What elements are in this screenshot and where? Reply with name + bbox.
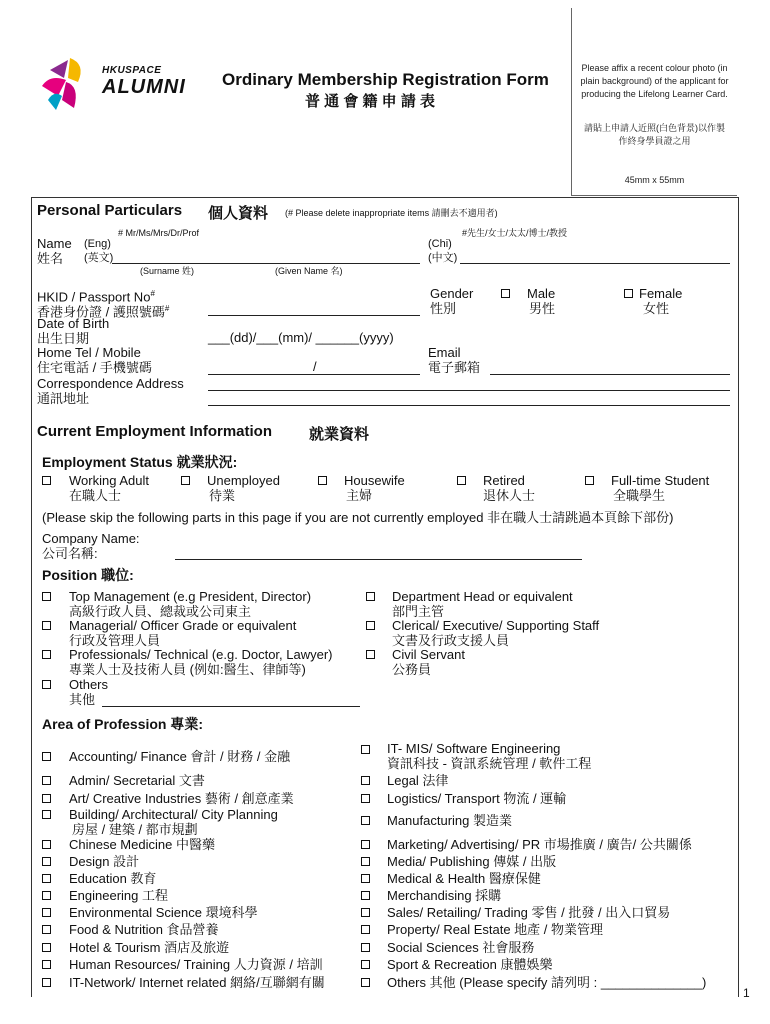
- profession-label: IT-Network/ Internet related 網絡/互聯網有關: [69, 975, 325, 990]
- address-label-zh: 通訊地址: [37, 391, 90, 406]
- position-label-zh: 其他: [69, 692, 96, 707]
- profession-checkbox[interactable]: [42, 925, 51, 934]
- male-label-zh: 男性: [529, 301, 556, 316]
- profession-label: Marketing/ Advertising/ PR 市場推廣 / 廣告/ 公共關係: [387, 837, 692, 852]
- status-label-zh: 在職人士: [69, 488, 122, 503]
- profession-label: Human Resources/ Training 人力資源 / 培訓: [69, 957, 323, 972]
- employment-heading: Current Employment Information: [37, 423, 273, 440]
- position-checkbox[interactable]: [42, 680, 51, 689]
- tel-field[interactable]: [208, 374, 420, 375]
- position-label-zh: 高級行政人員、總裁或公司東主: [69, 604, 252, 619]
- photo-box[interactable]: [571, 8, 737, 196]
- female-label: Female: [639, 286, 683, 301]
- photo-instruction-zh: 請貼上申請人近照(白色背景)以作製作終身學員證之用: [584, 123, 725, 146]
- position-label-zh: 行政及管理人員: [69, 633, 161, 648]
- status-label: Unemployed: [207, 473, 280, 488]
- name-chi-label-zh: (中文): [428, 252, 458, 264]
- profession-checkbox[interactable]: [42, 840, 51, 849]
- female-label-zh: 女性: [643, 301, 670, 316]
- hkid-field[interactable]: [208, 315, 420, 316]
- position-checkbox[interactable]: [366, 650, 375, 659]
- profession-label: IT- MIS/ Software Engineering: [387, 741, 561, 756]
- logo-bottom-text: ALUMNI: [102, 76, 186, 98]
- position-label: Top Management (e.g President, Director): [69, 589, 312, 604]
- status-checkbox[interactable]: [181, 476, 190, 485]
- position-label: Department Head or equivalent: [392, 589, 573, 604]
- profession-checkbox[interactable]: [42, 776, 51, 785]
- position-checkbox[interactable]: [366, 592, 375, 601]
- tel-separator: /: [313, 359, 317, 374]
- profession-label-zh: 資訊科技 - 資訊系統管理 / 軟件工程: [387, 756, 592, 771]
- tel-label: Home Tel / Mobile: [37, 345, 141, 360]
- dob-field[interactable]: ___(dd)/___(mm)/ ______(yyyy): [208, 330, 394, 345]
- position-others-field[interactable]: [102, 706, 360, 707]
- profession-checkbox[interactable]: [361, 960, 370, 969]
- profession-label: Merchandising 採購: [387, 888, 502, 903]
- position-label-zh: 公務員: [392, 662, 432, 677]
- name-chi-field[interactable]: [460, 263, 730, 264]
- profession-label: Art/ Creative Industries 藝術 / 創意產業: [69, 791, 294, 806]
- status-label: Housewife: [344, 473, 405, 488]
- company-label: Company Name:: [42, 531, 140, 546]
- profession-checkbox[interactable]: [42, 794, 51, 803]
- profession-label: Property/ Real Estate 地產 / 物業管理: [387, 922, 604, 937]
- status-checkbox[interactable]: [585, 476, 594, 485]
- position-label: Civil Servant: [392, 647, 465, 662]
- profession-label: Building/ Architectural/ City Planning: [69, 807, 278, 822]
- profession-checkbox[interactable]: [361, 857, 370, 866]
- profession-checkbox[interactable]: [361, 745, 370, 754]
- address-field-1[interactable]: [208, 390, 730, 391]
- profession-checkbox[interactable]: [42, 960, 51, 969]
- profession-checkbox[interactable]: [361, 925, 370, 934]
- status-checkbox[interactable]: [42, 476, 51, 485]
- name-chi-label: (Chi): [428, 238, 452, 250]
- photo-instruction: Please affix a recent colour photo (in plain background) of the applicant for producing the Lifelong Learner Card.: [580, 63, 729, 99]
- employment-heading-zh: 就業資料: [309, 426, 370, 443]
- dob-label-zh: 出生日期: [37, 331, 90, 346]
- gender-label: Gender: [430, 286, 474, 301]
- profession-checkbox[interactable]: [361, 943, 370, 952]
- position-label-zh: 專業人士及技術人員 (例如:醫生、律師等): [69, 662, 306, 677]
- profession-heading: Area of Profession 專業:: [42, 716, 204, 732]
- name-label-zh: 姓名: [37, 251, 64, 266]
- logo-top-text: HKUSPACE: [102, 65, 162, 76]
- status-label-zh: 退休人士: [483, 488, 536, 503]
- position-label-zh: 部門主管: [392, 604, 445, 619]
- photo-size: 45mm x 55mm: [624, 175, 685, 185]
- status-checkbox[interactable]: [457, 476, 466, 485]
- profession-checkbox[interactable]: [42, 891, 51, 900]
- page-number: 1: [743, 986, 750, 1000]
- name-eng-field[interactable]: [112, 263, 420, 264]
- surname-label: (Surname 姓): [140, 266, 195, 276]
- position-checkbox[interactable]: [42, 650, 51, 659]
- profession-checkbox[interactable]: [361, 908, 370, 917]
- profession-checkbox[interactable]: [42, 752, 51, 761]
- hkid-label-zh: 香港身份證 / 護照號碼#: [37, 304, 170, 320]
- profession-label: Hotel & Tourism 酒店及旅遊: [69, 940, 230, 955]
- tel-label-zh: 住宅電話 / 手機號碼: [37, 360, 152, 375]
- personal-heading: Personal Particulars: [37, 202, 183, 219]
- name-eng-label: (Eng): [84, 238, 111, 250]
- profession-label: Accounting/ Finance 會計 / 財務 / 金融: [69, 749, 291, 764]
- profession-label: Logistics/ Transport 物流 / 運輸: [387, 791, 567, 806]
- name-label: Name: [37, 236, 72, 251]
- male-checkbox[interactable]: [501, 289, 510, 298]
- position-label: Professionals/ Technical (e.g. Doctor, Lawyer): [69, 647, 333, 662]
- profession-label: Medical & Health 醫療保健: [387, 871, 541, 886]
- company-label-zh: 公司名稱:: [42, 546, 98, 561]
- address-label: Correspondence Address: [37, 376, 184, 391]
- form-title: Ordinary Membership Registration Form: [222, 70, 549, 89]
- email-label: Email: [428, 345, 461, 360]
- profession-label: Legal 法律: [387, 773, 449, 788]
- status-label: Retired: [483, 473, 525, 488]
- delete-note: (# Please delete inappropriate items 請刪去不適用者): [285, 208, 498, 218]
- gender-label-zh: 性別: [430, 301, 457, 316]
- profession-checkbox[interactable]: [42, 943, 51, 952]
- dob-label: Date of Birth: [37, 316, 110, 331]
- profession-checkbox[interactable]: [42, 874, 51, 883]
- profession-checkbox[interactable]: [42, 908, 51, 917]
- profession-label: Engineering 工程: [69, 888, 168, 903]
- profession-checkbox[interactable]: [361, 794, 370, 803]
- profession-label: Media/ Publishing 傳媒 / 出版: [387, 854, 557, 869]
- profession-label: Social Sciences 社會服務: [387, 940, 535, 955]
- profession-label: Education 教育: [69, 871, 157, 886]
- position-heading: Position 職位:: [42, 567, 134, 583]
- profession-label: Food & Nutrition 食品營養: [69, 922, 219, 937]
- address-field-2[interactable]: [208, 405, 730, 406]
- profession-label: Environmental Science 環境科學: [69, 905, 258, 920]
- email-label-zh: 電子郵箱: [428, 360, 481, 375]
- profession-label: Chinese Medicine 中醫藥: [69, 837, 215, 852]
- profession-checkbox[interactable]: [42, 810, 51, 819]
- profession-label: Sport & Recreation 康體娛樂: [387, 957, 553, 972]
- position-checkbox[interactable]: [42, 592, 51, 601]
- company-field[interactable]: [175, 559, 582, 560]
- name-eng-label-zh: (英文): [84, 252, 114, 264]
- skip-note: (Please skip the following parts in this page if you are not currently employed 非在職人士請跳過本頁餘下部份): [42, 510, 674, 525]
- position-label: Managerial/ Officer Grade or equivalent: [69, 618, 297, 633]
- profession-label: Design 設計: [69, 854, 140, 869]
- logo: [40, 56, 220, 112]
- status-heading: Employment Status 就業狀況:: [42, 454, 238, 470]
- position-label-zh: 文書及行政支援人員: [392, 633, 510, 648]
- position-checkbox[interactable]: [42, 621, 51, 630]
- position-checkbox[interactable]: [366, 621, 375, 630]
- status-checkbox[interactable]: [318, 476, 327, 485]
- profession-checkbox[interactable]: [361, 840, 370, 849]
- profession-label: Sales/ Retailing/ Trading 零售 / 批發 / 出入口貿易: [387, 905, 671, 920]
- personal-heading-zh: 個人資料: [208, 205, 269, 222]
- male-label: Male: [527, 286, 556, 301]
- profession-checkbox[interactable]: [361, 874, 370, 883]
- female-checkbox[interactable]: [624, 289, 633, 298]
- profession-label: Admin/ Secretarial 文書: [69, 773, 205, 788]
- hkid-label: HKID / Passport No#: [37, 289, 155, 305]
- position-label: Others: [69, 677, 109, 692]
- profession-label-zh: 房屋 / 建築 / 都市規劃: [72, 822, 198, 837]
- position-label: Clerical/ Executive/ Supporting Staff: [392, 618, 600, 633]
- profession-checkbox[interactable]: [361, 978, 370, 987]
- given-name-label: (Given Name 名): [275, 266, 343, 276]
- title-options[interactable]: # Mr/Ms/Mrs/Dr/Prof: [118, 228, 199, 238]
- profession-checkbox[interactable]: [42, 978, 51, 987]
- status-label-zh: 待業: [209, 488, 236, 503]
- status-label-zh: 主婦: [346, 488, 373, 503]
- status-label-zh: 全職學生: [613, 488, 666, 503]
- title-options-zh[interactable]: #先生/女士/太太/博士/教授: [462, 228, 568, 238]
- status-label: Working Adult: [69, 473, 149, 488]
- alumni-logo-icon: [40, 56, 104, 114]
- profession-label: Manufacturing 製造業: [387, 813, 512, 828]
- profession-others-label[interactable]: Others 其他 (Please specify 請列明 : ______________): [387, 975, 707, 990]
- profession-checkbox[interactable]: [361, 891, 370, 900]
- form-title-zh: 普 通 會 籍 申 請 表: [305, 93, 436, 110]
- profession-checkbox[interactable]: [42, 857, 51, 866]
- status-label: Full-time Student: [611, 473, 710, 488]
- profession-checkbox[interactable]: [361, 776, 370, 785]
- profession-checkbox[interactable]: [361, 816, 370, 825]
- email-field[interactable]: [490, 374, 730, 375]
